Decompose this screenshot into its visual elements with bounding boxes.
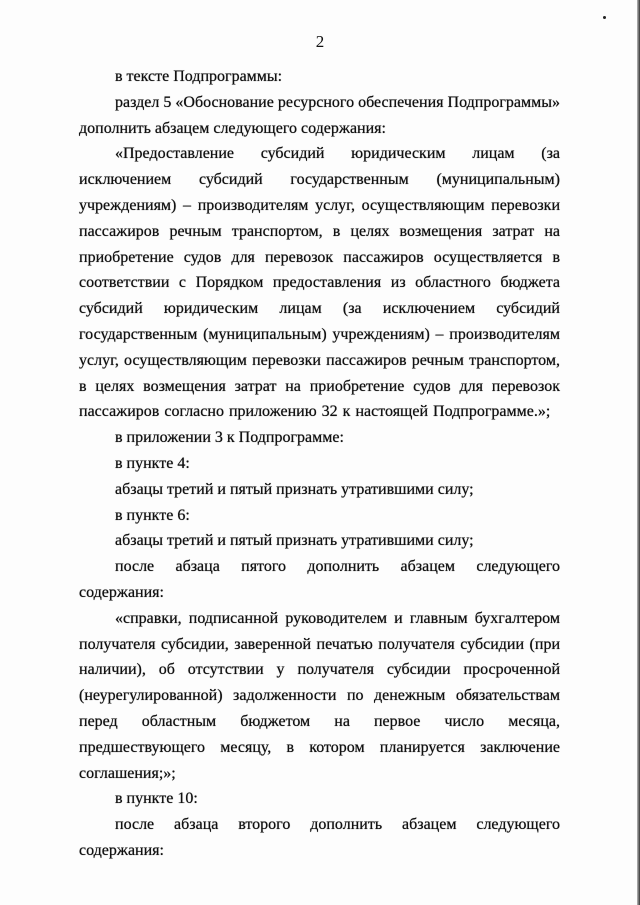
paragraph-point-4: в пункте 4: bbox=[115, 454, 190, 472]
document-body bbox=[79, 64, 560, 864]
paragraph-in-text: в тексте Подпрограммы: bbox=[115, 68, 283, 85]
paragraph-after-second: после абзаца второго дополнить абзацем следующего содержания: bbox=[79, 816, 560, 859]
paragraph-section-5: раздел 5 «Обоснование ресурсного обеспечения Подпрограммы» дополнить абзацем следующего содержания: bbox=[79, 93, 560, 137]
paragraph-quote-subsidies: «Предоставление субсидий юридическим лицам (за исключением субсидий государственным (муниципальным) учреждениям) – производителям услуг, осуществляющим перевозки пассажиров речным транспортом, в целях возмещения затрат на приобретение судов для перевозок пассажиров осуществляется в соответствии с Порядком предоставления из областного бюджета субсидий юридическим лицам (за исключением субсидий государственным (муниципальным) учреждениям) – производителям услуг, осуществляющим перевозки пассажиров речным транспортом, в целях возмещения затрат на приобретение судов для перевозок пассажиров согласно приложению 32 к настоящей Подпрограмме.»; bbox=[79, 145, 560, 421]
paragraph-quote-certificate: «справки, подписанной руководителем и главным бухгалтером получателя субсидии, заверенной печатью получателя субсидии (при наличии), об отсутствии у получателя субсидии просроченной (неурегулированной) задолженности по денежным обязательствам перед областным бюджетом на первое число месяца, предшествующего месяцу, в котором планируется заключение соглашения;»; bbox=[79, 609, 560, 782]
scan-speck bbox=[603, 16, 606, 19]
paragraph-point-6: в пункте 6: bbox=[115, 506, 190, 524]
paragraph-point-6-change: абзацы третий и пятый признать утратившими силу; bbox=[115, 532, 474, 550]
paragraph-point-10: в пункте 10: bbox=[115, 790, 198, 808]
paragraph-after-fifth: после абзаца пятого дополнить абзацем следующего содержания: bbox=[79, 558, 560, 601]
paragraph-appendix-3: в приложении 3 к Подпрограмме: bbox=[115, 429, 344, 447]
paragraph-point-4-change: абзацы третий и пятый признать утратившими силу; bbox=[115, 480, 474, 498]
page-number: 2 bbox=[315, 32, 325, 51]
